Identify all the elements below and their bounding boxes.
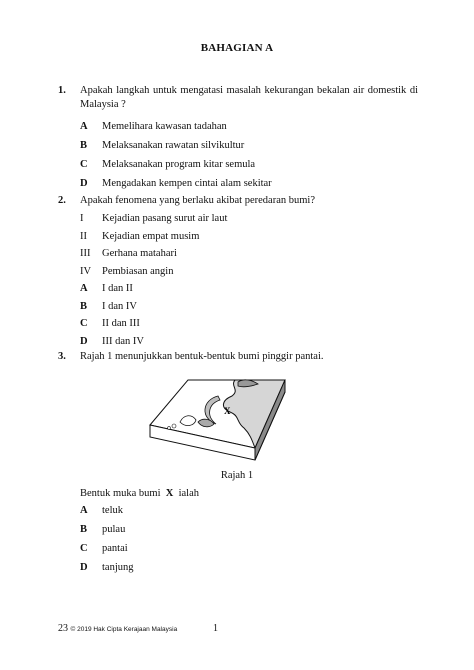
option-c — [80, 542, 418, 561]
option-c — [80, 158, 418, 177]
question-number: 2. — [58, 195, 66, 206]
option-text: pulau — [102, 524, 126, 535]
option-label: B — [80, 300, 88, 312]
statement-text: Pembiasan angin — [102, 265, 174, 277]
option-a — [80, 120, 418, 139]
option-text: Melaksanakan rawatan silvikultur — [102, 140, 245, 151]
copyright-text: © 2019 Hak Cipta Kerajaan Malaysia — [70, 626, 178, 633]
small-rock — [172, 424, 176, 428]
option-text: III dan IV — [102, 335, 144, 347]
option-text: I dan IV — [102, 300, 137, 312]
page-number: 1 — [213, 623, 218, 634]
stem-marker: X — [165, 488, 174, 499]
option-d — [80, 561, 418, 580]
question-text: Apakah langkah untuk mengatasi masalah kekurangan bekalan air domestik di Malaysia ? — [80, 85, 418, 110]
page-footer — [58, 623, 177, 634]
question-2 — [58, 194, 418, 352]
option-label: B — [80, 140, 88, 151]
option-label: B — [80, 524, 88, 535]
option-text: Mengadakan kempen cintai alam sekitar — [102, 178, 272, 189]
option-text: pantai — [102, 543, 128, 554]
statement-list — [80, 212, 418, 282]
option-text: teluk — [102, 505, 123, 516]
option-a — [80, 282, 418, 300]
statement-label: I — [80, 213, 84, 224]
small-rock — [168, 427, 171, 430]
stem-suffix: ialah — [178, 488, 199, 499]
statement-text: Kejadian empat musim — [102, 230, 200, 242]
option-label: C — [80, 318, 88, 329]
footer-page-left: 23 — [58, 623, 68, 634]
answer-options — [80, 120, 418, 196]
statement-text: Gerhana matahari — [102, 248, 177, 259]
option-label: A — [80, 121, 88, 132]
option-label: D — [80, 562, 88, 573]
option-text: I dan II — [102, 283, 133, 294]
option-label: D — [80, 335, 88, 347]
option-label: C — [80, 159, 88, 170]
answer-options — [80, 282, 418, 352]
question-3-options — [58, 504, 418, 580]
question-number: 1. — [58, 85, 66, 96]
answer-options — [80, 504, 418, 580]
option-b — [80, 523, 418, 542]
option-label: D — [80, 178, 88, 189]
option-label: C — [80, 543, 88, 554]
option-text: tanjung — [102, 562, 134, 573]
statement-label: III — [80, 248, 91, 259]
option-text: II dan III — [102, 318, 140, 329]
question-text: Rajah 1 menunjukkan bentuk-bentuk bumi pinggir pantai. — [80, 351, 324, 362]
statement-iv — [80, 265, 418, 283]
option-b — [80, 139, 418, 158]
question-number: 3. — [58, 351, 66, 362]
option-c — [80, 317, 418, 335]
option-a — [80, 504, 418, 523]
statement-label: IV — [80, 265, 92, 277]
question-text: Apakah fenomena yang berlaku akibat peredaran bumi? — [80, 195, 315, 206]
question-3 — [58, 350, 418, 364]
coastal-landform-diagram — [140, 370, 290, 465]
question-3-stem — [80, 488, 199, 499]
option-label: A — [80, 283, 88, 294]
statement-iii — [80, 247, 418, 265]
statement-text: Kejadian pasang surut air laut — [102, 213, 228, 224]
section-heading: BAHAGIAN A — [200, 42, 274, 54]
statement-i — [80, 212, 418, 230]
figure-caption: Rajah 1 — [220, 470, 254, 481]
option-text: Melaksanakan program kitar semula — [102, 159, 256, 170]
figure-marker-x: X — [224, 406, 231, 416]
stem-prefix: Bentuk muka bumi — [80, 488, 161, 499]
option-b — [80, 300, 418, 318]
option-text: Memelihara kawasan tadahan — [102, 121, 227, 132]
question-1 — [58, 84, 418, 196]
statement-label: II — [80, 230, 87, 242]
statement-ii — [80, 230, 418, 248]
option-label: A — [80, 505, 88, 516]
